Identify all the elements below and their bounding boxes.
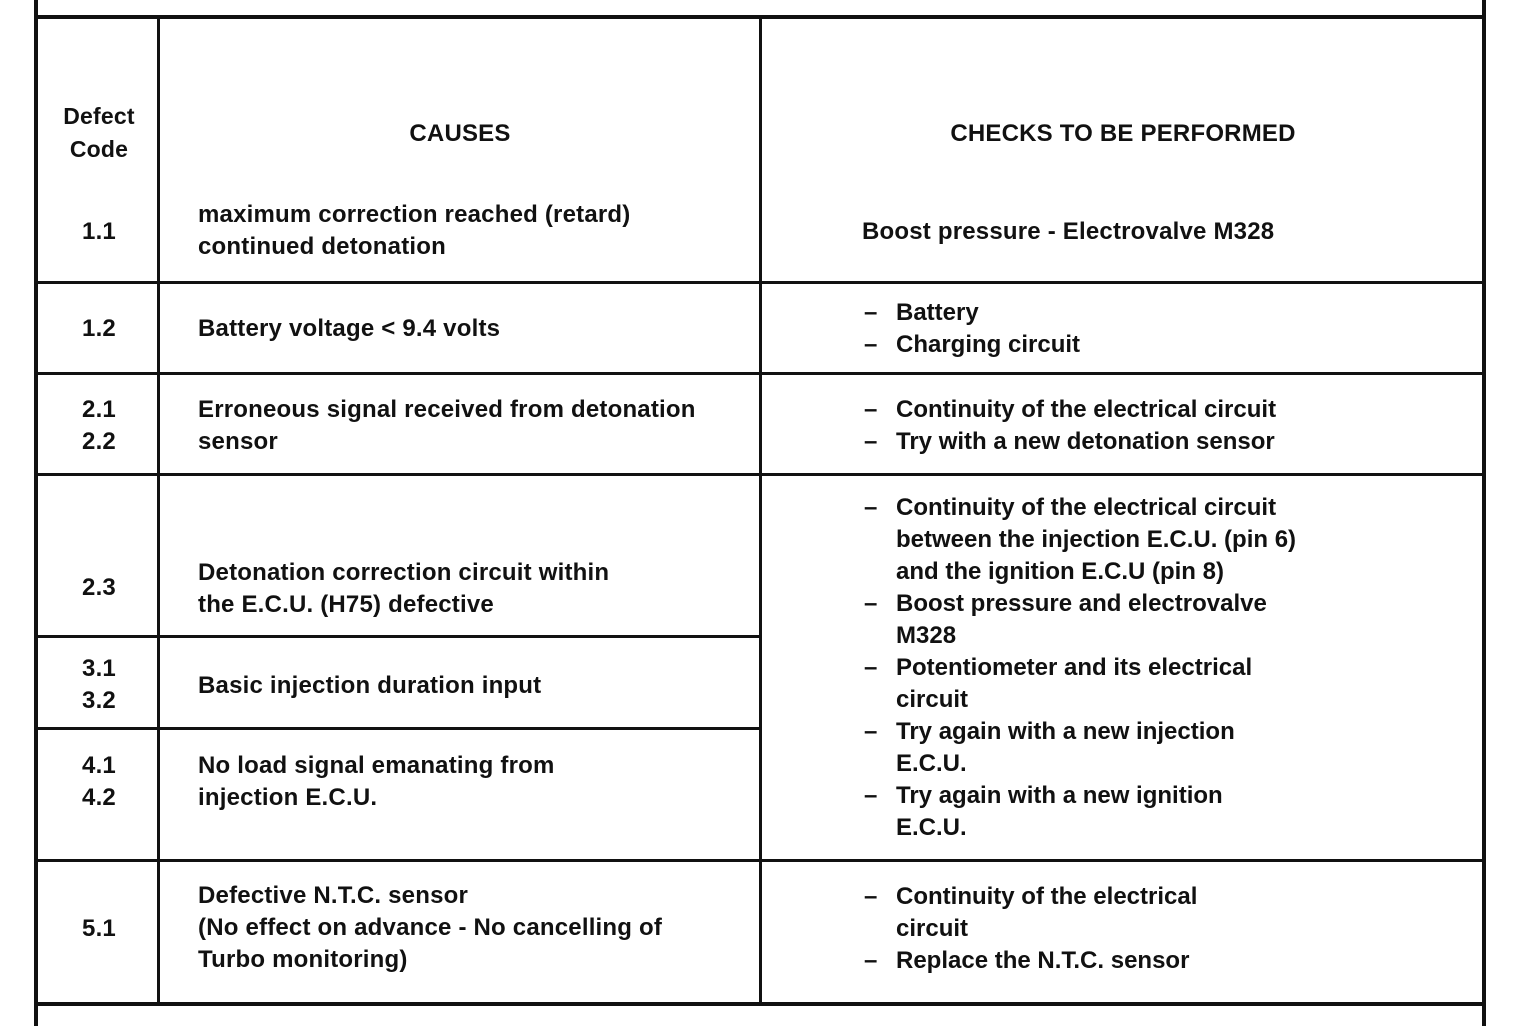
row-divider	[36, 859, 1484, 862]
check-item: – Potentiometer and its electrical circuit	[864, 652, 1296, 716]
check-list	[864, 297, 1080, 361]
defect-code: 2.3	[82, 574, 116, 601]
cause-text	[198, 199, 630, 263]
cause-text	[198, 750, 555, 814]
defect-codes	[37, 653, 161, 717]
check-text: Boost pressure - Electrovalve M328	[862, 218, 1275, 245]
column-divider-causes	[759, 17, 762, 1004]
cause-text	[198, 557, 609, 621]
row-divider	[36, 281, 1484, 284]
check-item: – Try again with a new injection E.C.U.	[864, 716, 1296, 780]
row-divider	[36, 473, 1484, 476]
header-causes: CAUSES	[409, 120, 511, 147]
defect-code: 1.1	[82, 218, 116, 245]
cause-line: Erroneous signal received from detonation	[198, 396, 696, 423]
cause-text: Basic injection duration input	[198, 672, 542, 699]
defect-code: 3.2	[82, 687, 116, 714]
check-item: – Boost pressure and electrovalve M328	[864, 588, 1296, 652]
check-item: – Try with a new detonation sensor	[864, 426, 1276, 458]
row-divider	[36, 372, 1484, 375]
defect-code: 2.2	[82, 428, 116, 455]
defect-code: 1.2	[82, 315, 116, 342]
check-item: – Battery	[864, 297, 1080, 329]
defect-code: 4.2	[82, 784, 116, 811]
cause-line: (No effect on advance - No cancelling of	[198, 914, 663, 941]
check-list-shared	[864, 492, 1296, 844]
header-defect-code	[37, 100, 161, 166]
check-item: – Try again with a new ignition E.C.U.	[864, 780, 1296, 844]
cause-line: injection E.C.U.	[198, 784, 378, 811]
header-checks: CHECKS TO BE PERFORMED	[950, 120, 1296, 147]
cause-line: continued detonation	[198, 233, 446, 260]
header-defect-code-line1: Defect	[63, 103, 135, 129]
defect-codes	[37, 750, 161, 814]
cause-line: the E.C.U. (H75) defective	[198, 591, 494, 618]
defect-code: 4.1	[82, 752, 116, 779]
cause-line: Defective N.T.C. sensor	[198, 882, 469, 909]
cause-line: No load signal emanating from	[198, 752, 555, 779]
cause-line: Turbo monitoring)	[198, 946, 408, 973]
header-defect-code-line2: Code	[69, 136, 129, 162]
defect-code: 2.1	[82, 396, 116, 423]
cause-line: maximum correction reached (retard)	[198, 201, 631, 228]
check-item: – Continuity of the electrical circuit	[864, 881, 1197, 945]
cause-text: Battery voltage < 9.4 volts	[198, 315, 501, 342]
row-divider	[36, 635, 761, 638]
check-item: – Continuity of the electrical circuit between the injection E.C.U. (pin 6) and the ignition E.C.U (pin 8)	[864, 492, 1296, 588]
defect-codes	[37, 394, 161, 458]
check-list	[864, 394, 1276, 458]
cause-text	[198, 394, 696, 458]
check-item: – Charging circuit	[864, 329, 1080, 361]
defect-code: 3.1	[82, 655, 116, 682]
check-item: – Continuity of the electrical circuit	[864, 394, 1276, 426]
cause-text	[198, 880, 662, 976]
row-divider	[36, 727, 761, 730]
check-list	[864, 881, 1197, 977]
cause-line: sensor	[198, 428, 278, 455]
check-item: – Replace the N.T.C. sensor	[864, 945, 1197, 977]
defect-code: 5.1	[82, 915, 116, 942]
cause-line: Detonation correction circuit within	[198, 559, 610, 586]
